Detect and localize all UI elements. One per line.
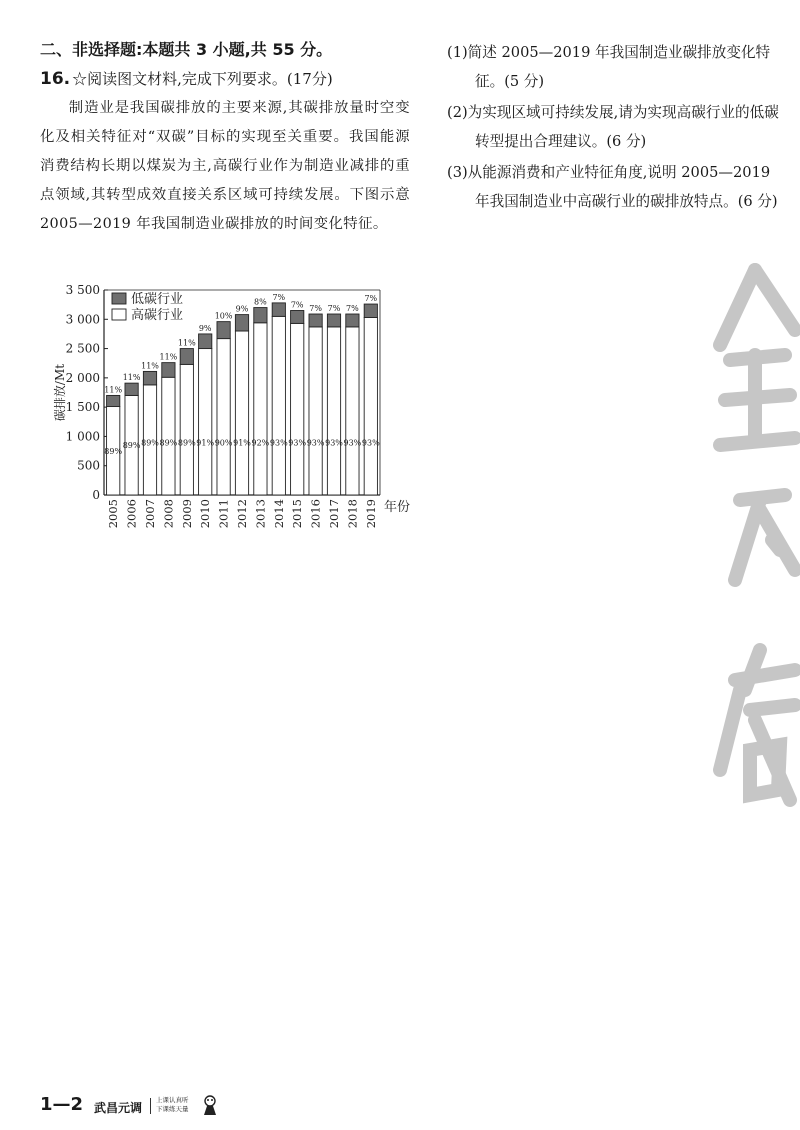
question-number: 16. (40, 69, 71, 89)
bar-high-carbon (217, 339, 230, 495)
bar-low-carbon (346, 314, 359, 327)
bar-high-carbon (309, 327, 322, 495)
bar-low-carbon (107, 395, 120, 406)
bar-low-carbon (254, 308, 267, 323)
left-column (40, 38, 410, 239)
carbon-emission-chart (50, 278, 420, 528)
x-tick-label: 2008 (161, 499, 176, 528)
bar-low-carbon (180, 349, 193, 365)
bar-label-high: 93% (343, 438, 362, 448)
bar-label-low: 8% (254, 297, 267, 307)
bar-label-high: 92% (251, 438, 270, 448)
footer-slogan-line1: 上课认真听 (156, 1096, 189, 1104)
bar-high-carbon (272, 316, 285, 495)
bar-label-high: 93% (325, 438, 343, 448)
y-tick-label: 500 (77, 458, 100, 473)
x-tick-label: 2007 (143, 499, 157, 528)
bar-label-high: 89% (104, 446, 123, 456)
bar-label-low: 10% (214, 311, 233, 321)
x-tick-label: 2005 (106, 499, 121, 528)
page-footer (40, 1092, 340, 1120)
chart-svg (50, 278, 420, 528)
bar-label-low: 11% (177, 338, 196, 348)
bar-label-low: 11% (122, 373, 141, 383)
bar-high-carbon (327, 327, 340, 495)
y-tick-label: 1 500 (65, 400, 100, 415)
subquestion-1: (1)简述 2005—2019 年我国制造业碳排放变化特征。(5 分) (447, 44, 771, 90)
bar-low-carbon (235, 315, 248, 331)
footer-slogan (156, 1096, 196, 1114)
bar-label-low: 7% (309, 304, 322, 314)
y-axis-title: 碳排放/Mt (53, 363, 67, 422)
page-number: 1—2 (40, 1094, 84, 1115)
question-header (40, 66, 410, 92)
bar-label-high: 93% (361, 438, 380, 448)
bar-label-low: 7% (290, 300, 304, 310)
bar-low-carbon (217, 322, 230, 339)
bar-low-carbon (199, 334, 212, 349)
x-tick-label: 2006 (124, 499, 139, 528)
bar-low-carbon (125, 383, 138, 395)
legend-label-high: 高碳行业 (131, 308, 184, 323)
x-tick-label: 2013 (253, 499, 268, 528)
footer-brand: 武昌元调 (94, 1101, 143, 1115)
bar-label-high: 90% (214, 438, 233, 448)
x-tick-label: 2016 (308, 499, 323, 528)
bar-label-high: 89% (159, 438, 178, 448)
y-tick-label: 1 000 (65, 429, 100, 444)
subquestion-2: (2)为实现区域可持续发展,请为实现高碳行业的低碳转型提出合理建议。(6 分) (447, 104, 779, 150)
bar-label-low: 11% (141, 361, 159, 371)
y-tick-label: 2 500 (65, 341, 100, 356)
bar-low-carbon (291, 311, 304, 324)
bar-high-carbon (346, 327, 359, 495)
legend-label-low: 低碳行业 (131, 292, 184, 307)
y-tick-label: 3 500 (65, 283, 100, 297)
bar-high-carbon (162, 377, 175, 495)
bar-high-carbon (235, 331, 248, 495)
bar-label-high: 91% (233, 438, 251, 448)
bar-label-high: 89% (177, 438, 196, 448)
x-tick-label: 2010 (198, 499, 213, 528)
bar-label-low: 11% (104, 385, 123, 395)
bar-label-low: 7% (327, 304, 341, 314)
x-axis-title: 年份 (384, 500, 411, 515)
brand-watermark (700, 250, 800, 830)
bar-low-carbon (272, 303, 285, 316)
bar-label-high: 93% (306, 438, 325, 448)
bar-low-carbon (364, 304, 377, 317)
y-tick-label: 2 000 (65, 370, 100, 385)
bar-label-high: 91% (196, 438, 215, 448)
x-tick-label: 2012 (235, 499, 249, 528)
x-tick-label: 2018 (345, 499, 360, 528)
bar-label-low: 7% (346, 304, 359, 314)
bar-high-carbon (199, 349, 212, 495)
x-tick-label: 2017 (327, 499, 341, 528)
legend-swatch-high (112, 309, 126, 320)
right-column (447, 38, 787, 218)
legend-swatch-low (112, 293, 126, 304)
bar-label-high: 93% (288, 438, 307, 448)
footer-slogan-line2: 下课练天量 (156, 1105, 189, 1113)
bar-low-carbon (162, 363, 175, 378)
y-tick-label: 3 000 (65, 312, 100, 327)
bar-label-low: 7% (364, 294, 378, 304)
y-tick-label: 0 (92, 488, 100, 502)
x-tick-label: 2015 (290, 499, 305, 528)
mascot-icon (200, 1094, 220, 1116)
bar-label-low: 11% (159, 352, 178, 362)
bar-low-carbon (327, 314, 340, 327)
x-tick-label: 2014 (271, 499, 286, 528)
bar-label-high: 89% (141, 438, 159, 448)
section-title: 二、非选择题:本题共 3 小题,共 55 分。 (40, 40, 333, 59)
material-paragraph: 制造业是我国碳排放的主要来源,其碳排放量时空变化及相关特征对“双碳”目标的实现至关重要。我国能源消费结构长期以煤炭为主,高碳行业作为制造业减排的重点领域,其转型成效直接关系区域可持续发展。下图示意 2005—2019 年我国制造业碳排放的时间变化特征。 (40, 100, 410, 232)
bar-low-carbon (309, 314, 322, 327)
bar-high-carbon (180, 364, 193, 495)
bar-high-carbon (291, 323, 304, 495)
x-tick-label: 2009 (179, 499, 194, 528)
bar-high-carbon (254, 323, 267, 495)
bar-high-carbon (364, 318, 377, 495)
bar-label-low: 7% (272, 292, 286, 302)
bar-label-high: 93% (269, 438, 288, 448)
bar-label-high: 89% (122, 441, 141, 451)
footer-divider (150, 1098, 151, 1114)
bar-label-low: 9% (235, 304, 249, 314)
x-tick-label: 2019 (363, 499, 378, 528)
question-intro: ☆阅读图文材料,完成下列要求。(17分) (72, 70, 333, 88)
bar-low-carbon (143, 371, 156, 384)
x-tick-label: 2011 (216, 499, 231, 528)
bar-label-low: 9% (198, 323, 212, 333)
watermark-logo-icon (700, 250, 800, 830)
subquestion-3: (3)从能源消费和产业特征角度,说明 2005—2019 年我国制造业中高碳行业的碳排放特点。(6 分) (447, 164, 778, 210)
